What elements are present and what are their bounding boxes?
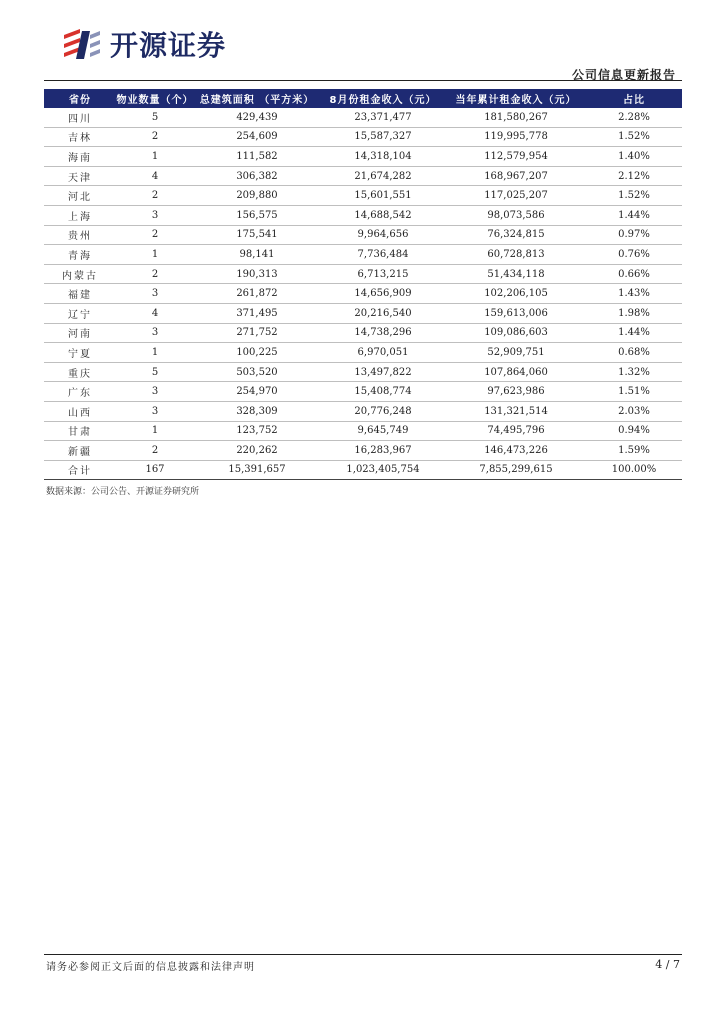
- table-row: [44, 127, 682, 147]
- province-cell: 上海: [44, 205, 116, 225]
- table-cell: 3: [116, 401, 194, 421]
- table-cell: 117,025,207: [446, 186, 586, 206]
- table-cell: 168,967,207: [446, 166, 586, 186]
- table-cell: 0.66%: [586, 264, 682, 284]
- table-cell: 1.44%: [586, 205, 682, 225]
- table-cell: 109,086,603: [446, 323, 586, 343]
- table-cell: 1: [116, 421, 194, 441]
- table-cell: 6,713,215: [320, 264, 446, 284]
- table-cell: 13,497,822: [320, 362, 446, 382]
- table-row: [44, 205, 682, 225]
- province-cell: 新疆: [44, 441, 116, 461]
- header-divider: [44, 80, 682, 81]
- column-header: 省份: [44, 89, 116, 108]
- table-cell: 2: [116, 264, 194, 284]
- table-cell: 190,313: [194, 264, 320, 284]
- table-cell: 1,023,405,754: [320, 460, 446, 480]
- table-cell: 0.68%: [586, 343, 682, 363]
- table-cell: 102,206,105: [446, 284, 586, 304]
- table-cell: 2.12%: [586, 166, 682, 186]
- table-cell: 1.51%: [586, 382, 682, 402]
- province-cell: 合计: [44, 460, 116, 480]
- table-cell: 60,728,813: [446, 245, 586, 265]
- table-row: [44, 245, 682, 265]
- table-cell: 111,582: [194, 147, 320, 167]
- table-cell: 175,541: [194, 225, 320, 245]
- table-cell: 371,495: [194, 303, 320, 323]
- brand-mark-icon: [60, 25, 104, 63]
- table-cell: 261,872: [194, 284, 320, 304]
- table-cell: 181,580,267: [446, 108, 586, 127]
- table-cell: 100,225: [194, 343, 320, 363]
- table-cell: 254,970: [194, 382, 320, 402]
- table-cell: 9,964,656: [320, 225, 446, 245]
- table-row: [44, 323, 682, 343]
- total-row: [44, 460, 682, 480]
- table-cell: 2.03%: [586, 401, 682, 421]
- table-cell: 306,382: [194, 166, 320, 186]
- table-cell: 0.94%: [586, 421, 682, 441]
- disclaimer-text: 请务必参阅正文后面的信息披露和法律声明: [46, 962, 255, 973]
- table-cell: 146,473,226: [446, 441, 586, 461]
- table-cell: 503,520: [194, 362, 320, 382]
- source-note: 数据来源：公司公告、开源证券研究所: [46, 487, 200, 497]
- table-row: [44, 225, 682, 245]
- table-cell: 0.97%: [586, 225, 682, 245]
- table-row: [44, 166, 682, 186]
- table-cell: 112,579,954: [446, 147, 586, 167]
- table-cell: 3: [116, 382, 194, 402]
- table-cell: 220,262: [194, 441, 320, 461]
- table-cell: 2: [116, 225, 194, 245]
- table-cell: 5: [116, 362, 194, 382]
- table-row: [44, 382, 682, 402]
- table-cell: 15,601,551: [320, 186, 446, 206]
- table-cell: 1.59%: [586, 441, 682, 461]
- table-cell: 74,495,796: [446, 421, 586, 441]
- table-cell: 52,909,751: [446, 343, 586, 363]
- table-cell: 123,752: [194, 421, 320, 441]
- table-cell: 20,216,540: [320, 303, 446, 323]
- table-cell: 14,688,542: [320, 205, 446, 225]
- table-cell: 159,613,006: [446, 303, 586, 323]
- table-cell: 21,674,282: [320, 166, 446, 186]
- table-row: [44, 303, 682, 323]
- table-cell: 271,752: [194, 323, 320, 343]
- table-cell: 2: [116, 186, 194, 206]
- province-cell: 吉林: [44, 127, 116, 147]
- table-cell: 16,283,967: [320, 441, 446, 461]
- province-cell: 青海: [44, 245, 116, 265]
- table-cell: 1.43%: [586, 284, 682, 304]
- column-header: 总建筑面积 （平方米）: [194, 89, 320, 108]
- page-number: 4 / 7: [655, 958, 680, 971]
- table-cell: 23,371,477: [320, 108, 446, 127]
- table-cell: 429,439: [194, 108, 320, 127]
- province-cell: 天津: [44, 166, 116, 186]
- table-row: [44, 343, 682, 363]
- table-row: [44, 264, 682, 284]
- footer-divider: [44, 954, 682, 955]
- column-header: 物业数量（个）: [116, 89, 194, 108]
- province-cell: 广东: [44, 382, 116, 402]
- table-cell: 1.52%: [586, 186, 682, 206]
- table-cell: 156,575: [194, 205, 320, 225]
- province-cell: 贵州: [44, 225, 116, 245]
- table-cell: 2: [116, 441, 194, 461]
- brand-name: 开源证券: [110, 29, 227, 62]
- province-cell: 甘肃: [44, 421, 116, 441]
- table-cell: 1: [116, 343, 194, 363]
- table-body: [44, 108, 682, 480]
- table-cell: 15,587,327: [320, 127, 446, 147]
- province-cell: 山西: [44, 401, 116, 421]
- table-cell: 119,995,778: [446, 127, 586, 147]
- table-cell: 7,855,299,615: [446, 460, 586, 480]
- table-cell: 100.00%: [586, 460, 682, 480]
- table-row: [44, 108, 682, 127]
- table-cell: 1.44%: [586, 323, 682, 343]
- table-cell: 1.32%: [586, 362, 682, 382]
- table-cell: 1.98%: [586, 303, 682, 323]
- rental-income-table: [44, 89, 682, 480]
- table-row: [44, 441, 682, 461]
- province-cell: 河北: [44, 186, 116, 206]
- province-cell: 内蒙古: [44, 264, 116, 284]
- table-cell: 254,609: [194, 127, 320, 147]
- table-cell: 97,623,986: [446, 382, 586, 402]
- table-cell: 167: [116, 460, 194, 480]
- table-row: [44, 186, 682, 206]
- table-row: [44, 284, 682, 304]
- province-cell: 重庆: [44, 362, 116, 382]
- table-cell: 15,408,774: [320, 382, 446, 402]
- table-cell: 209,880: [194, 186, 320, 206]
- table-cell: 9,645,749: [320, 421, 446, 441]
- table-cell: 0.76%: [586, 245, 682, 265]
- table-cell: 1.40%: [586, 147, 682, 167]
- table-cell: 14,738,296: [320, 323, 446, 343]
- table-header-row: [44, 89, 682, 108]
- table-cell: 20,776,248: [320, 401, 446, 421]
- report-type-label: 公司信息更新报告: [571, 68, 676, 82]
- table-cell: 6,970,051: [320, 343, 446, 363]
- table-cell: 131,321,514: [446, 401, 586, 421]
- table-cell: 4: [116, 166, 194, 186]
- column-header: 占比: [586, 89, 682, 108]
- table-row: [44, 421, 682, 441]
- table-row: [44, 362, 682, 382]
- table-cell: 2.28%: [586, 108, 682, 127]
- table-cell: 1.52%: [586, 127, 682, 147]
- table-header: [44, 89, 682, 108]
- column-header: 当年累计租金收入（元）: [446, 89, 586, 108]
- table-row: [44, 147, 682, 167]
- table-cell: 5: [116, 108, 194, 127]
- table-cell: 1: [116, 245, 194, 265]
- province-cell: 海南: [44, 147, 116, 167]
- table-cell: 76,324,815: [446, 225, 586, 245]
- province-cell: 辽宁: [44, 303, 116, 323]
- province-cell: 河南: [44, 323, 116, 343]
- table-cell: 98,141: [194, 245, 320, 265]
- table-cell: 15,391,657: [194, 460, 320, 480]
- table-cell: 2: [116, 127, 194, 147]
- table-cell: 3: [116, 205, 194, 225]
- brand-logo: [60, 24, 226, 64]
- column-header: 8月份租金收入（元）: [320, 89, 446, 108]
- province-cell: 福建: [44, 284, 116, 304]
- province-cell: 四川: [44, 108, 116, 127]
- table-cell: 98,073,586: [446, 205, 586, 225]
- table-cell: 7,736,484: [320, 245, 446, 265]
- table-cell: 4: [116, 303, 194, 323]
- table-cell: 107,864,060: [446, 362, 586, 382]
- table-cell: 51,434,118: [446, 264, 586, 284]
- table-cell: 3: [116, 323, 194, 343]
- table-cell: 328,309: [194, 401, 320, 421]
- table-row: [44, 401, 682, 421]
- table-cell: 14,656,909: [320, 284, 446, 304]
- province-cell: 宁夏: [44, 343, 116, 363]
- table-cell: 1: [116, 147, 194, 167]
- table-cell: 14,318,104: [320, 147, 446, 167]
- table-cell: 3: [116, 284, 194, 304]
